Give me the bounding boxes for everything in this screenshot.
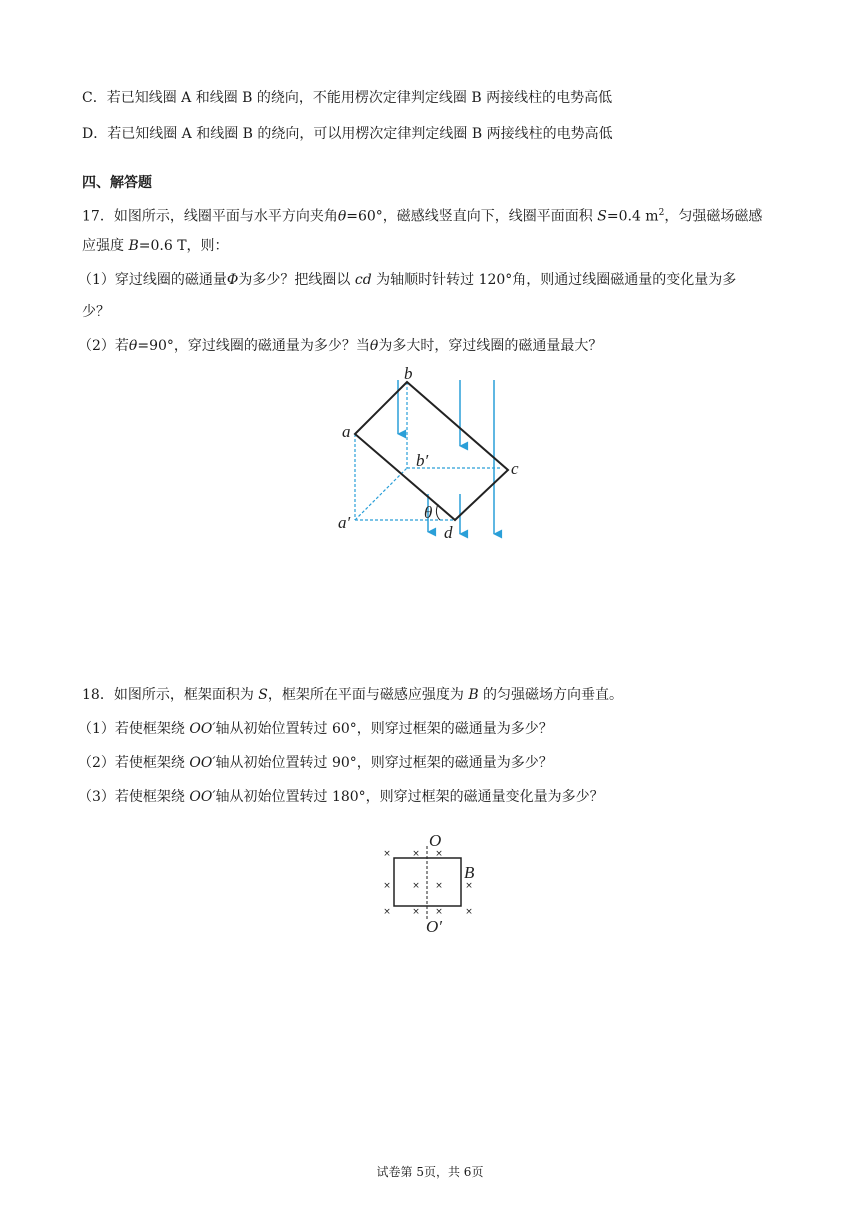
q17-coil-diagram	[330, 362, 530, 542]
q17-part-1: （1）穿过线圈的磁通量Φ为多少？把线圈以 cd 为轴顺时针转过 120°角，则通过线圈磁通量的变化量为多	[78, 272, 737, 288]
q17-line-2: 应强度 B=0.6 T，则：	[82, 238, 229, 254]
section-title: 四、解答题	[82, 175, 152, 191]
label-b-prime: b′	[416, 451, 429, 470]
label-d: d	[444, 523, 453, 542]
svg-text:×: ×	[412, 907, 420, 917]
svg-text:×: ×	[383, 881, 391, 891]
q18-part-2: （2）若使框架绕 OO′轴从初始位置转过 90°，则穿过框架的磁通量为多少？	[78, 755, 553, 771]
q17-part-2: （2）若θ=90°，穿过线圈的磁通量为多少？当θ为多大时，穿过线圈的磁通量最大？	[78, 338, 603, 354]
q18-frame-diagram	[378, 828, 488, 936]
svg-text:×: ×	[435, 907, 443, 917]
coil-rectangle	[355, 382, 508, 520]
q17-part-1-cont: 少？	[82, 304, 110, 320]
svg-text:×: ×	[412, 849, 420, 859]
label-theta: θ	[424, 503, 433, 522]
q17-line-1: 17．如图所示，线圈平面与水平方向夹角θ=60°，磁感线竖直向下，线圈平面面积 S=0.4 $m^2$，匀强磁场磁感	[82, 208, 763, 225]
svg-text:×: ×	[465, 907, 473, 917]
q18-line-1: 18．如图所示，框架面积为 S，框架所在平面与磁感应强度为 B 的匀强磁场方向垂直。	[82, 687, 624, 703]
field-crosses	[383, 849, 473, 917]
svg-text:×: ×	[383, 907, 391, 917]
svg-text:×: ×	[435, 849, 443, 859]
option-c: C．若已知线圈 A 和线圈 B 的绕向，不能用楞次定律判定线圈 B 两接线柱的电势高低	[82, 90, 613, 106]
label-B: B	[464, 863, 475, 882]
label-a-prime: a′	[338, 513, 351, 532]
q18-part-1: （1）若使框架绕 OO′轴从初始位置转过 60°，则穿过框架的磁通量为多少？	[78, 721, 553, 737]
label-a: a	[342, 422, 351, 441]
page-footer: 试卷第 5页，共 6页	[376, 1165, 484, 1179]
q18-part-3: （3）若使框架绕 OO′轴从初始位置转过 180°，则穿过框架的磁通量变化量为多少？	[78, 789, 604, 805]
svg-text:×: ×	[383, 849, 391, 859]
label-O: O	[429, 831, 442, 850]
svg-text:×: ×	[435, 881, 443, 891]
svg-text:×: ×	[412, 881, 420, 891]
label-c: c	[511, 459, 519, 478]
field-lines	[398, 380, 494, 534]
label-O-prime: O′	[426, 917, 442, 936]
option-d: D．若已知线圈 A 和线圈 B 的绕向，可以用楞次定律判定线圈 B 两接线柱的电势高低	[82, 126, 613, 142]
label-b: b	[404, 364, 413, 383]
svg-text:×: ×	[465, 881, 473, 891]
